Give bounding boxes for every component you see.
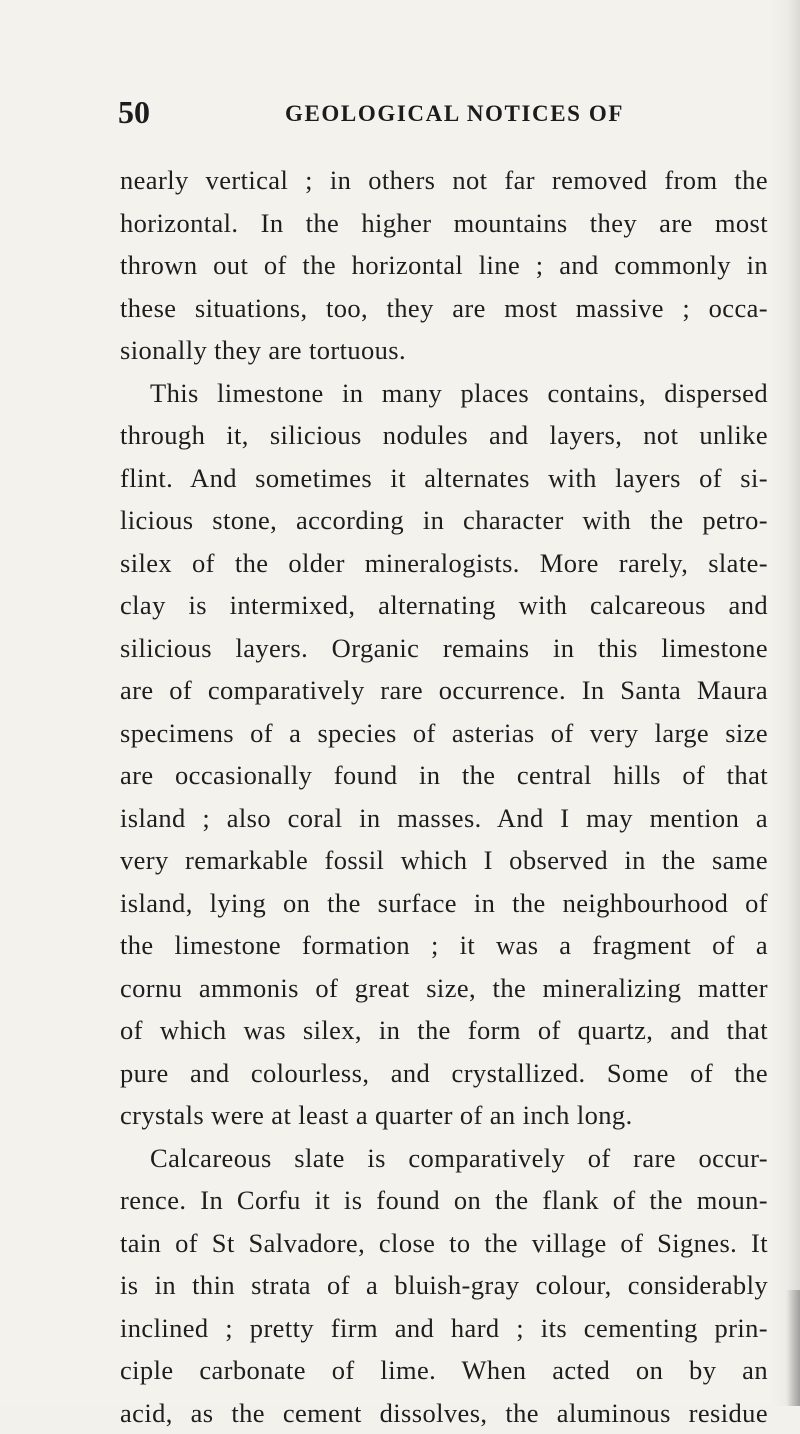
- text-line: is in thin strata of a bluish-gray colour, considerably: [120, 1264, 768, 1307]
- text-line: licious stone, according in character with the petro-: [120, 499, 768, 542]
- text-line: ciple carbonate of lime. When acted on by an: [120, 1349, 768, 1392]
- running-head: GEOLOGICAL NOTICES OF: [285, 100, 624, 128]
- text-line: crystals were at least a quarter of an inch long.: [120, 1094, 768, 1137]
- text-line: flint. And sometimes it alternates with layers of si-: [120, 457, 768, 500]
- text-line: through it, silicious nodules and layers, not unlike: [120, 414, 768, 457]
- text-line: acid, as the cement dissolves, the aluminous residue: [120, 1392, 768, 1434]
- text-line: inclined ; pretty firm and hard ; its cementing prin-: [120, 1307, 768, 1350]
- text-line: sionally they are tortuous.: [120, 329, 768, 372]
- text-line: pure and colourless, and crystallized. Some of the: [120, 1052, 768, 1095]
- text-line: are occasionally found in the central hills of that: [120, 754, 768, 797]
- page-header: [0, 92, 800, 132]
- page-edge-shadow: [770, 0, 800, 1406]
- text-line: of which was silex, in the form of quartz, and that: [120, 1009, 768, 1052]
- text-line: specimens of a species of asterias of very large size: [120, 712, 768, 755]
- text-line: are of comparatively rare occurrence. In Santa Maura: [120, 669, 768, 712]
- text-line: the limestone formation ; it was a fragment of a: [120, 924, 768, 967]
- text-line: horizontal. In the higher mountains they are most: [120, 202, 768, 245]
- text-line: Calcareous slate is comparatively of rare occur-: [120, 1137, 768, 1180]
- text-line: these situations, too, they are most massive ; occa-: [120, 287, 768, 330]
- text-line: tain of St Salvadore, close to the village of Signes. It: [120, 1222, 768, 1265]
- text-line: clay is intermixed, alternating with calcareous and: [120, 584, 768, 627]
- text-line: nearly vertical ; in others not far removed from the: [120, 159, 768, 202]
- text-line: silex of the older mineralogists. More rarely, slate-: [120, 542, 768, 585]
- text-line: thrown out of the horizontal line ; and commonly in: [120, 244, 768, 287]
- text-line: island, lying on the surface in the neighbourhood of: [120, 882, 768, 925]
- text-line: This limestone in many places contains, dispersed: [120, 372, 768, 415]
- body-text: [120, 159, 768, 1434]
- scan-edge-mark: [786, 1290, 800, 1406]
- text-line: island ; also coral in masses. And I may mention a: [120, 797, 768, 840]
- page-number: 50: [118, 92, 150, 132]
- text-line: very remarkable fossil which I observed in the same: [120, 839, 768, 882]
- text-line: cornu ammonis of great size, the mineralizing matter: [120, 967, 768, 1010]
- text-line: rence. In Corfu it is found on the flank of the moun-: [120, 1179, 768, 1222]
- text-line: silicious layers. Organic remains in this limestone: [120, 627, 768, 670]
